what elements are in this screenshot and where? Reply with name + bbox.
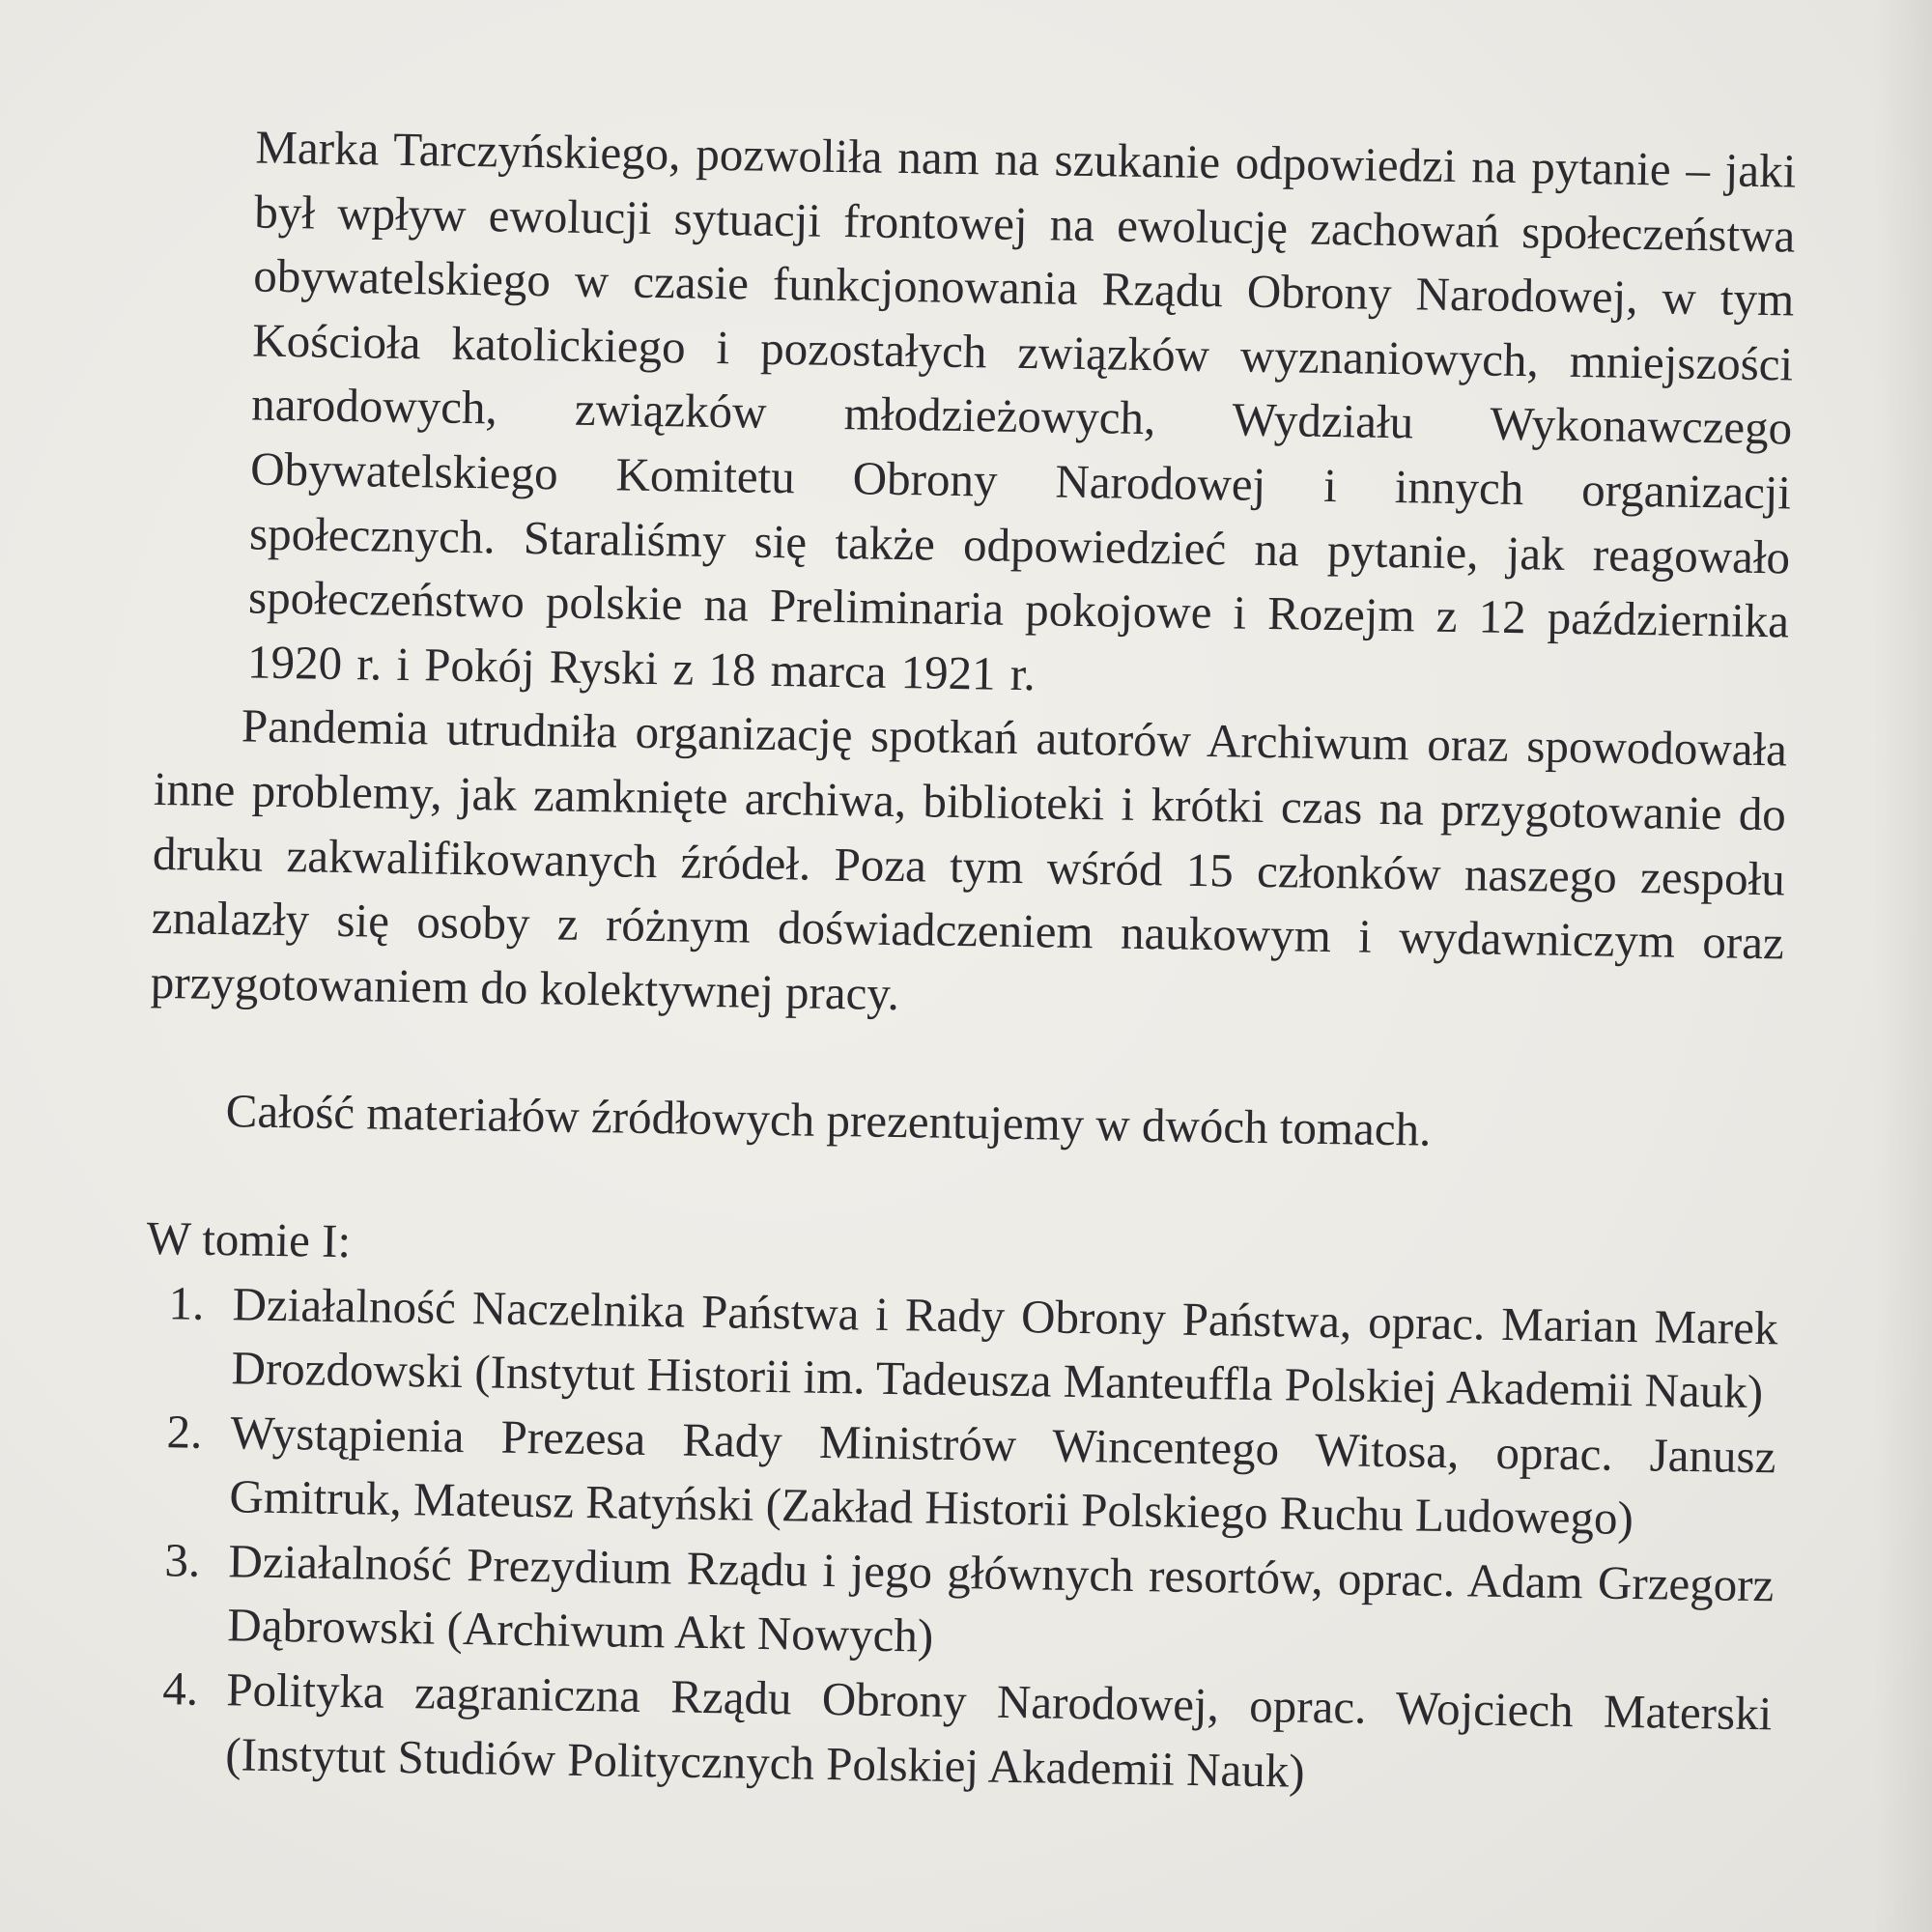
list-item-number: 2. <box>166 1404 203 1459</box>
list-item <box>142 1400 1776 1554</box>
list-item-number: 3. <box>164 1533 201 1587</box>
paragraph-research-questions: Marka Tarczyńskiego, pozwoliła nam na szukanie odpowiedzi na pytanie – jaki był wpływ ewolucji sytuacji frontowej na ewolucję zachowań społeczeństwa obywatelskiego w czasie funkcjonowania Rządu Obrony Narodowej, w tym Kościoła katolickiego i pozostałych związków wyznaniowych, mniejszości narodowych, związków młodzieżowych, Wydziału Wykonawczego Obywatelskiego Komitetu Obrony Narodowej i innych organizacji społecznych. Staraliśmy się także odpowiedzieć na pytanie, jak reagowało społeczeństwo polskie na Preliminaria pokojowe i Rozejm z 12 października 1920 r. i Pokój Ryski z 18 marca 1921 r. <box>246 120 1797 700</box>
list-item-text: Polityka zagraniczna Rządu Obrony Narodowej, oprac. Wojciech Materski (Instytut Studiów Politycznych Polskiej Akademii Nauk) <box>224 1662 1773 1798</box>
paragraph-volumes: Całość materiałów źródłowych prezentujemy w dwóch tomach. <box>225 1084 1432 1157</box>
paragraph-pandemic: Pandemia utrudniła organizację spotkań autorów Archiwum oraz spowodowała inne problemy, jak zamknięte archiwa, biblioteki i krótki czas na przygotowanie do druku zakwalifikowanych źródeł. Poza tym wśród 15 członków naszego zespołu znalazły się osoby z różnym doświadczeniem naukowym i wydawniczym oraz przygotowaniem do kolektywnej pracy. <box>150 698 1788 1020</box>
volume-heading: W tomie I: <box>146 1210 352 1268</box>
list-item-number: 4. <box>161 1662 199 1716</box>
list-item <box>138 1657 1773 1811</box>
list-item-number: 1. <box>168 1275 205 1330</box>
list-item-text: Działalność Prezydium Rządu i jego głównych resortów, oprac. Adam Grzegorz Dąbrowski (Archiwum Akt Nowych) <box>227 1534 1775 1663</box>
page-text <box>138 114 1797 1811</box>
list-item-text: Wystąpienia Prezesa Rady Ministrów Wincentego Witosa, oprac. Janusz Gmitruk, Mateusz Ratyński (Zakład Historii Polskiego Ruchu Ludowego) <box>229 1405 1776 1546</box>
list-item <box>144 1270 1778 1425</box>
list-item-text: Działalność Naczelnika Państwa i Rady Obrony Państwa, oprac. Marian Marek Drozdowski (Instytut Historii im. Tadeusza Manteuffla Polskiej Akademii Nauk) <box>231 1276 1778 1419</box>
list-item <box>140 1528 1775 1683</box>
volume-contents-list <box>138 1270 1778 1810</box>
